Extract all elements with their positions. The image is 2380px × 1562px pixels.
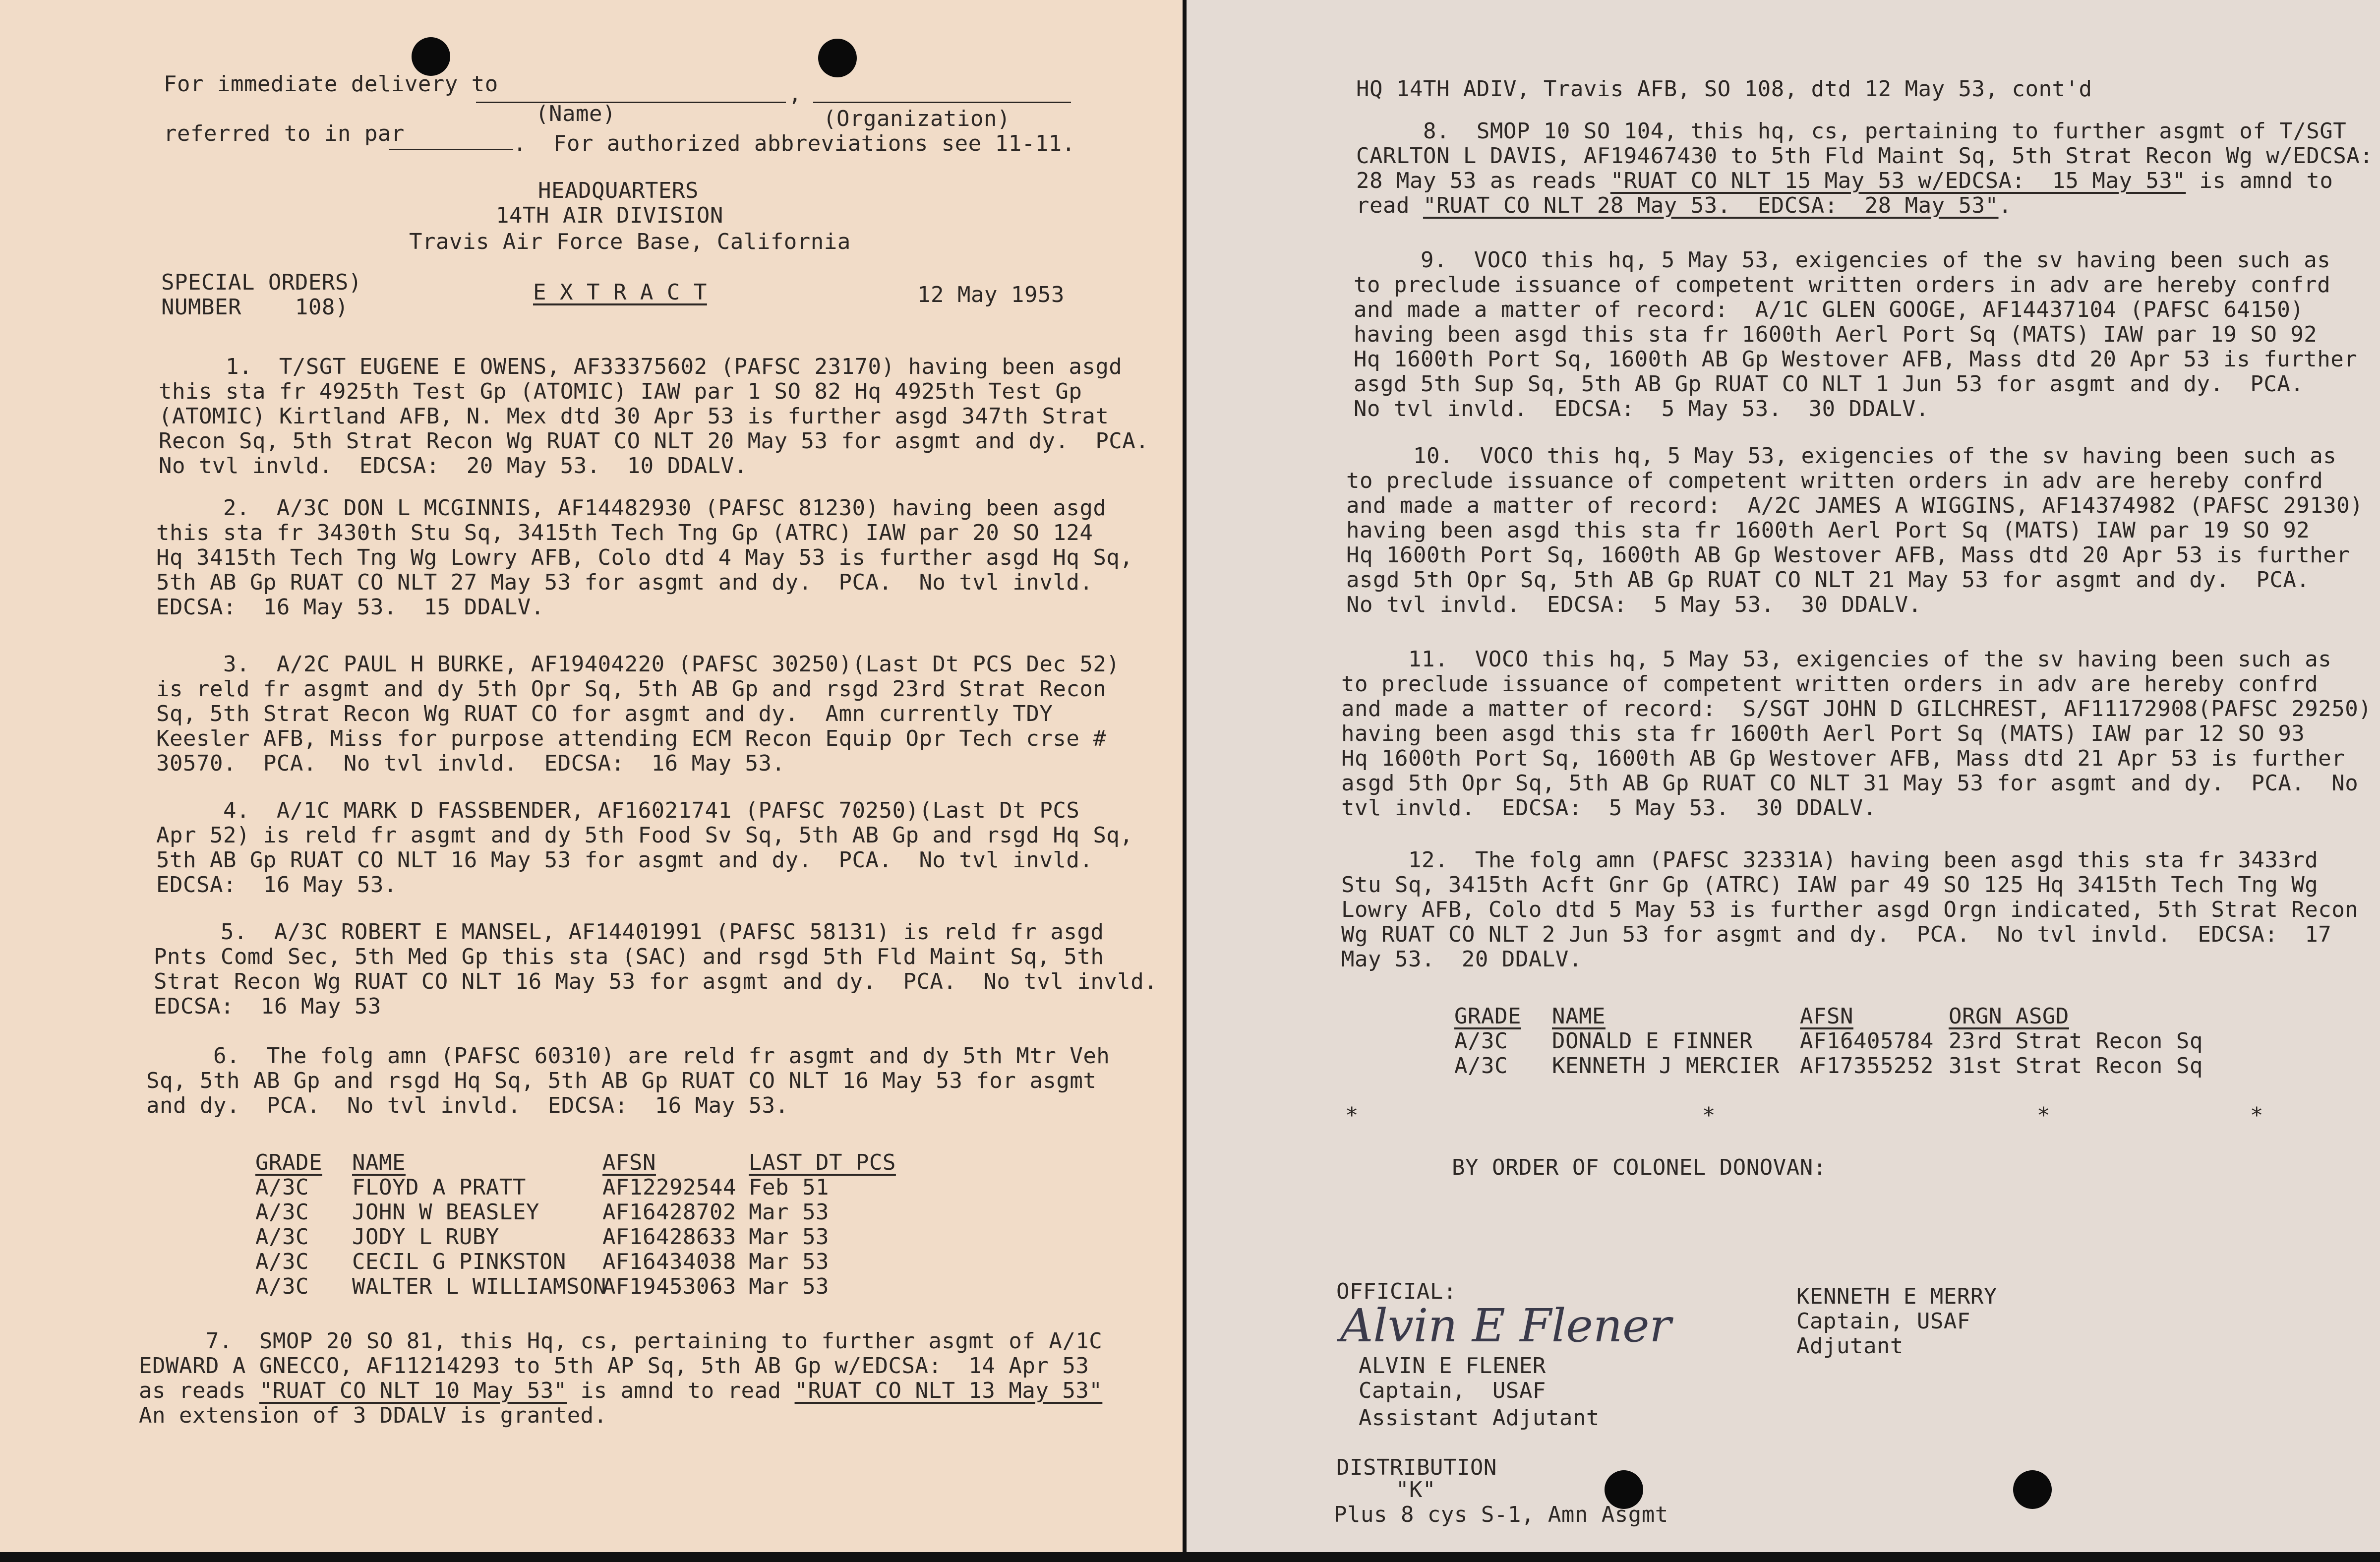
punch-hole [2013, 1470, 2052, 1509]
separator-asterisk: * [2037, 1103, 2050, 1128]
orders-date: 12 May 1953 [917, 282, 1065, 307]
text-line: 12. The folg amn (PAFSC 32331A) having been asgd this sta fr 3433rd [1341, 847, 2319, 873]
text-line: Keesler AFB, Miss for purpose attending ECM Recon Equip Opr Tech crse # [156, 726, 1107, 751]
table-cell: AF16405784 [1800, 1028, 1934, 1054]
text-line: and made a matter of record: A/1C GLEN GOOGE, AF14437104 (PAFSC 64150) [1354, 297, 2304, 322]
text-line: 3. A/2C PAUL H BURKE, AF19404220 (PAFSC 30250)(Last Dt PCS Dec 52) [156, 652, 1120, 677]
text-line: to preclude issuance of competent written orders in adv are hereby confrd [1341, 671, 2319, 697]
table-cell: A/3C [1454, 1028, 1508, 1054]
table-cell: Mar 53 [749, 1274, 829, 1299]
text-span: as reads [139, 1378, 259, 1403]
table-header: AFSN [1800, 1004, 1853, 1029]
text-line: asgd 5th Opr Sq, 5th AB Gp RUAT CO NLT 21 May 53 for asgmt and dy. PCA. [1346, 567, 2310, 593]
quoted-old-text: "RUAT CO NLT 10 May 53" [259, 1378, 567, 1403]
text-span: 28 May 53 as reads [1356, 168, 1610, 193]
text-line: Strat Recon Wg RUAT CO NLT 16 May 53 for asgmt and dy. PCA. No tvl invld. [154, 969, 1158, 994]
text-line: EDCSA: 16 May 53. [156, 872, 397, 898]
text-line: Apr 52) is reld fr asgmt and dy 5th Food Sv Sq, 5th AB Gp and rsgd Hq Sq, [156, 823, 1133, 848]
table-cell: DONALD E FINNER [1552, 1028, 1753, 1054]
delivery-line2-start: referred to in par [164, 121, 405, 146]
table-cell: A/3C [255, 1224, 309, 1250]
text-line: 4. A/1C MARK D FASSBENDER, AF16021741 (PAFSC 70250)(Last Dt PCS [156, 798, 1080, 823]
text-line: 1. T/SGT EUGENE E OWENS, AF33375602 (PAFSC 23170) having been asgd [159, 354, 1123, 379]
signer-name: ALVIN E FLENER [1359, 1353, 1546, 1379]
table-cell: CECIL G PINKSTON [352, 1249, 566, 1274]
text-line: asgd 5th Sup Sq, 5th AB Gp RUAT CO NLT 1 Jun 53 for asgmt and dy. PCA. [1354, 371, 2304, 397]
separator-asterisk: * [1702, 1103, 1716, 1128]
text-line: to preclude issuance of competent written orders in adv are hereby confrd [1346, 468, 2323, 493]
text-line: No tvl invld. EDCSA: 20 May 53. 10 DDALV. [159, 453, 748, 479]
text-line: and made a matter of record: A/2C JAMES A WIGGINS, AF14374982 (PAFSC 29130) [1346, 493, 2364, 518]
table-cell: 31st Strat Recon Sq [1949, 1053, 2203, 1079]
table-cell: A/3C [255, 1200, 309, 1225]
text-line: Hq 1600th Port Sq, 1600th AB Gp Westover AFB, Mass dtd 20 Apr 53 is further [1354, 347, 2358, 372]
text-span: . [1998, 193, 2012, 218]
table-cell: A/3C [255, 1274, 309, 1299]
hq-line3: Travis Air Force Base, California [409, 229, 851, 254]
name-caption: (Name) [536, 101, 616, 126]
text-line: (ATOMIC) Kirtland AFB, N. Mex dtd 30 Apr 53 is further asgd 347th Strat [159, 404, 1109, 429]
text-span: read [1356, 193, 1423, 218]
text-line: is reld fr asgmt and dy 5th Opr Sq, 5th AB Gp and rsgd 23rd Strat Recon [156, 676, 1107, 702]
text-line: Lowry AFB, Colo dtd 5 May 53 is further asgd Orgn indicated, 5th Strat Recon [1341, 897, 2359, 922]
text-line [1356, 169, 2333, 193]
text-line: 11. VOCO this hq, 5 May 53, exigencies of the sv having been such as [1341, 647, 2332, 672]
text-line: having been asgd this sta fr 1600th Aerl Port Sq (MATS) IAW par 19 SO 92 [1354, 322, 2318, 347]
table-header: GRADE [255, 1150, 322, 1175]
signer-rank: Captain, USAF [1359, 1378, 1546, 1403]
paragraph-blank[interactable] [389, 149, 513, 150]
table-cell: A/3C [255, 1175, 309, 1200]
table-cell: Mar 53 [749, 1224, 829, 1250]
separator-asterisk: * [1345, 1103, 1359, 1128]
text-line: 2. A/3C DON L MCGINNIS, AF14482930 (PAFSC 81230) having been asgd [156, 495, 1107, 521]
text-line: having been asgd this sta fr 1600th Aerl Port Sq (MATS) IAW par 19 SO 92 [1346, 518, 2310, 543]
organization-blank[interactable] [813, 102, 1071, 103]
table-header: GRADE [1454, 1004, 1521, 1029]
text-line: 5th AB Gp RUAT CO NLT 27 May 53 for asgmt and dy. PCA. No tvl invld. [156, 570, 1093, 595]
text-line: 10. VOCO this hq, 5 May 53, exigencies of the sv having been such as [1346, 443, 2337, 469]
text-line: 8. SMOP 10 SO 104, this hq, cs, pertaining to further asgmt of T/SGT [1356, 119, 2347, 144]
text-line: No tvl invld. EDCSA: 5 May 53. 30 DDALV. [1354, 396, 1929, 421]
text-line: asgd 5th Opr Sq, 5th AB Gp RUAT CO NLT 31 May 53 for asgmt and dy. PCA. No [1341, 771, 2359, 796]
separator-asterisk: * [2250, 1103, 2263, 1128]
text-line: 5. A/3C ROBERT E MANSEL, AF14401991 (PAFSC 58131) is reld fr asgd [154, 919, 1104, 945]
punch-hole [818, 39, 857, 77]
table-cell: A/3C [1454, 1053, 1508, 1079]
text-line: 9. VOCO this hq, 5 May 53, exigencies of the sv having been such as [1354, 247, 2331, 273]
hq-line1: HEADQUARTERS [538, 178, 699, 203]
text-line: An extension of 3 DDALV is granted. [139, 1403, 607, 1428]
table-header: NAME [1552, 1004, 1606, 1029]
quoted-new-text: "RUAT CO NLT 28 May 53. EDCSA: 28 May 53" [1423, 193, 1999, 218]
delivery-line1: For immediate delivery to [164, 71, 498, 97]
text-line [1356, 193, 2012, 218]
punch-hole [412, 37, 450, 76]
text-line: Hq 1600th Port Sq, 1600th AB Gp Westover AFB, Mass dtd 20 Apr 53 is further [1346, 542, 2350, 568]
text-line: and dy. PCA. No tvl invld. EDCSA: 16 May 53. [146, 1093, 789, 1118]
text-line: this sta fr 4925th Test Gp (ATOMIC) IAW par 1 SO 82 Hq 4925th Test Gp [159, 379, 1082, 404]
text-line: to preclude issuance of competent written orders in adv are hereby confrd [1354, 272, 2331, 298]
text-line: and made a matter of record: S/SGT JOHN D GILCHREST, AF11172908(PAFSC 29250) [1341, 696, 2372, 721]
table-cell: Feb 51 [749, 1175, 829, 1200]
text-line: Recon Sq, 5th Strat Recon Wg RUAT CO NLT 20 May 53 for asgmt and dy. PCA. [159, 428, 1149, 454]
text-line: having been asgd this sta fr 1600th Aerl Port Sq (MATS) IAW par 12 SO 93 [1341, 721, 2305, 746]
table-cell: AF16428633 [602, 1224, 736, 1250]
table-cell: AF19453063 [602, 1274, 736, 1299]
text-line: Hq 1600th Port Sq, 1600th AB Gp Westover AFB, Mass dtd 21 Apr 53 is further [1341, 746, 2345, 771]
text-line: Sq, 5th Strat Recon Wg RUAT CO for asgmt and dy. Amn currently TDY [156, 701, 1053, 726]
text-line: 30570. PCA. No tvl invld. EDCSA: 16 May 53. [156, 751, 785, 776]
table-header: NAME [352, 1150, 406, 1175]
by-order-line: BY ORDER OF COLONEL DONOVAN: [1452, 1155, 1827, 1180]
text-span: is amnd to [2186, 168, 2333, 193]
text-line [139, 1379, 1102, 1403]
table-cell: AF12292544 [602, 1175, 736, 1200]
table-header: ORGN ASGD [1949, 1004, 2069, 1029]
text-line: EDCSA: 16 May 53 [154, 994, 381, 1019]
delivery-line2-end: . For authorized abbreviations see 11-11. [513, 131, 1075, 156]
quoted-old-text: "RUAT CO NLT 15 May 53 w/EDCSA: 15 May 53" [1610, 168, 2186, 193]
orders-label2: NUMBER 108) [161, 295, 349, 320]
adjutant-name: KENNETH E MERRY [1796, 1284, 1997, 1309]
table-cell: AF16434038 [602, 1249, 736, 1274]
quoted-new-text: "RUAT CO NLT 13 May 53" [794, 1378, 1103, 1403]
table-cell: Mar 53 [749, 1249, 829, 1274]
text-line: this sta fr 3430th Stu Sq, 3415th Tech Tng Gp (ATRC) IAW par 20 SO 124 [156, 520, 1093, 545]
text-line: Hq 3415th Tech Tng Wg Lowry AFB, Colo dtd 4 May 53 is further asgd Hq Sq, [156, 545, 1133, 570]
text-line: 5th AB Gp RUAT CO NLT 16 May 53 for asgmt and dy. PCA. No tvl invld. [156, 847, 1093, 873]
table-cell: A/3C [255, 1249, 309, 1274]
text-line: No tvl invld. EDCSA: 5 May 53. 30 DDALV. [1346, 592, 1922, 617]
left-page [0, 0, 1183, 1552]
text-line: May 53. 20 DDALV. [1341, 947, 1582, 972]
text-line: Sq, 5th AB Gp and rsgd Hq Sq, 5th AB Gp RUAT CO NLT 16 May 53 for asgmt [146, 1068, 1097, 1093]
organization-caption: (Organization) [823, 106, 1011, 131]
table-cell: Mar 53 [749, 1200, 829, 1225]
adjutant-title: Adjutant [1796, 1333, 1904, 1359]
extract-title: E X T R A C T [533, 280, 707, 305]
text-line: tvl invld. EDCSA: 5 May 53. 30 DDALV. [1341, 795, 1877, 821]
text-line: EDWARD A GNECCO, AF11214293 to 5th AP Sq, 5th AB Gp w/EDCSA: 14 Apr 53 [139, 1353, 1089, 1379]
text-line: CARLTON L DAVIS, AF19467430 to 5th Fld Maint Sq, 5th Strat Recon Wg w/EDCSA: [1356, 143, 2374, 169]
table-header: AFSN [602, 1150, 656, 1175]
text-line: Wg RUAT CO NLT 2 Jun 53 for asgmt and dy. PCA. No tvl invld. EDCSA: 17 [1341, 922, 2332, 947]
continuation-header: HQ 14TH ADIV, Travis AFB, SO 108, dtd 12 May 53, cont'd [1356, 76, 2092, 102]
table-cell: 23rd Strat Recon Sq [1949, 1028, 2203, 1054]
table-cell: KENNETH J MERCIER [1552, 1053, 1780, 1079]
distribution-label: DISTRIBUTION [1336, 1455, 1497, 1480]
text-span: is amnd to read [567, 1378, 795, 1403]
right-page [1187, 0, 2380, 1552]
distribution-plus: Plus 8 cys S-1, Amn Asgmt [1334, 1502, 1668, 1527]
orders-label1: SPECIAL ORDERS) [161, 270, 362, 295]
text-line: 7. SMOP 20 SO 81, this Hq, cs, pertaining to further asgmt of A/1C [139, 1328, 1103, 1354]
table-cell: JODY L RUBY [352, 1224, 499, 1250]
text-line: 6. The folg amn (PAFSC 60310) are reld fr asgmt and dy 5th Mtr Veh [146, 1043, 1110, 1069]
signer-title: Assistant Adjutant [1359, 1405, 1600, 1431]
table-cell: AF16428702 [602, 1200, 736, 1225]
table-cell: AF17355252 [1800, 1053, 1934, 1079]
table-cell: WALTER L WILLIAMSON [352, 1274, 606, 1299]
paragraph-7 [139, 1328, 1103, 1478]
adjutant-rank: Captain, USAF [1796, 1309, 1970, 1334]
table-cell: JOHN W BEASLEY [352, 1200, 539, 1225]
delivery-comma: , [788, 81, 802, 107]
distribution-code: "K" [1396, 1477, 1436, 1502]
official-label: OFFICIAL: [1336, 1279, 1457, 1304]
text-line: EDCSA: 16 May 53. 15 DDALV. [156, 595, 544, 620]
handwritten-signature: Alvin E Flener [1340, 1299, 1671, 1352]
name-blank[interactable] [476, 102, 786, 103]
table-header: LAST DT PCS [749, 1150, 896, 1175]
table-cell: FLOYD A PRATT [352, 1175, 526, 1200]
text-line: Stu Sq, 3415th Acft Gnr Gp (ATRC) IAW par 49 SO 125 Hq 3415th Tech Tng Wg [1341, 872, 2319, 898]
hq-line2: 14TH AIR DIVISION [496, 203, 723, 228]
text-line: Pnts Comd Sec, 5th Med Gp this sta (SAC) and rsgd 5th Fld Maint Sq, 5th [154, 944, 1104, 969]
